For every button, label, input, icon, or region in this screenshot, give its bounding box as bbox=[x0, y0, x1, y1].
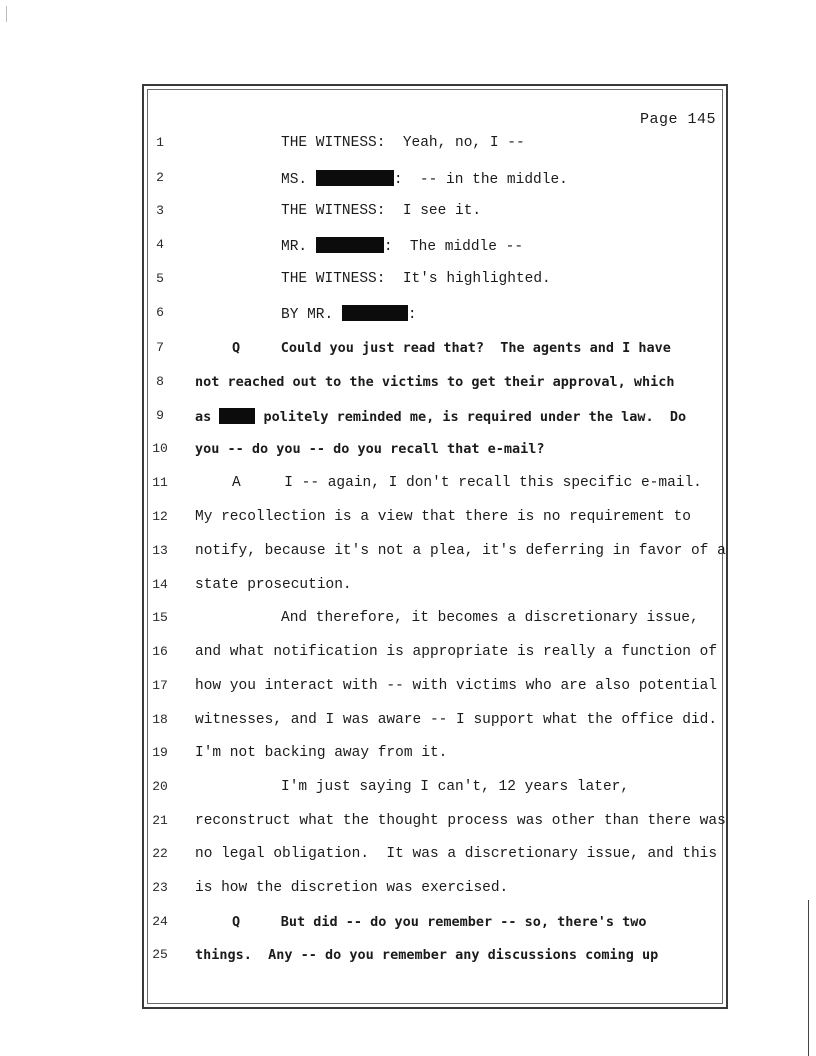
scan-edge bbox=[808, 900, 809, 1056]
text-segment: : bbox=[407, 307, 417, 323]
line-text bbox=[281, 135, 525, 151]
line-number: 2 bbox=[156, 170, 164, 185]
transcript-line bbox=[0, 846, 816, 866]
line-number: 17 bbox=[152, 678, 168, 693]
text-segment: is how the discretion was exercised. bbox=[195, 880, 509, 896]
line-number: 1 bbox=[156, 135, 164, 150]
line-text bbox=[195, 712, 717, 728]
transcript-line bbox=[0, 644, 816, 664]
line-text bbox=[281, 305, 417, 323]
text-segment: Q Could you just read that? The agents and I have bbox=[232, 340, 671, 356]
text-segment: THE WITNESS: It's highlighted. bbox=[281, 271, 551, 287]
page-number: Page 145 bbox=[639, 111, 716, 128]
text-segment: MS. bbox=[281, 172, 316, 188]
line-text bbox=[195, 644, 717, 660]
transcript-line bbox=[0, 237, 816, 257]
line-text bbox=[281, 610, 699, 626]
transcript-line bbox=[0, 947, 816, 967]
line-text bbox=[232, 914, 647, 930]
line-number: 8 bbox=[156, 374, 164, 389]
line-text bbox=[195, 813, 726, 829]
line-text bbox=[281, 271, 551, 287]
line-text bbox=[195, 678, 717, 694]
line-number: 16 bbox=[152, 644, 168, 659]
line-number: 14 bbox=[152, 577, 168, 592]
text-segment: notify, because it's not a plea, it's deferring in favor of a bbox=[195, 543, 726, 559]
line-text bbox=[195, 408, 686, 425]
transcript-line bbox=[0, 577, 816, 597]
transcript-line bbox=[0, 475, 816, 495]
transcript-line bbox=[0, 880, 816, 900]
text-segment: MR. bbox=[281, 239, 316, 255]
transcript-line bbox=[0, 914, 816, 934]
line-number: 21 bbox=[152, 813, 168, 828]
line-text bbox=[195, 880, 508, 896]
transcript-line bbox=[0, 271, 816, 291]
transcript-line bbox=[0, 543, 816, 563]
text-segment: witnesses, and I was aware -- I support what the office did. bbox=[195, 712, 718, 728]
line-text bbox=[195, 577, 352, 593]
text-segment: : The middle -- bbox=[383, 239, 524, 255]
text-segment: BY MR. bbox=[281, 307, 342, 323]
text-segment: politely reminded me, is required under the law. Do bbox=[255, 409, 687, 425]
line-number: 7 bbox=[156, 340, 164, 355]
line-number: 9 bbox=[156, 408, 164, 423]
line-text bbox=[195, 846, 717, 862]
transcript-line bbox=[0, 305, 816, 325]
line-text bbox=[281, 779, 629, 795]
line-number: 11 bbox=[152, 475, 168, 490]
line-number: 4 bbox=[156, 237, 164, 252]
text-segment: you -- do you -- do you recall that e-mail? bbox=[195, 441, 545, 457]
line-number: 13 bbox=[152, 543, 168, 558]
transcript-line bbox=[0, 509, 816, 529]
line-number: 25 bbox=[152, 947, 168, 962]
transcript-line bbox=[0, 712, 816, 732]
text-segment: My recollection is a view that there is no requirement to bbox=[195, 509, 691, 525]
text-segment: no legal obligation. It was a discretionary issue, and this bbox=[195, 846, 718, 862]
transcript-line bbox=[0, 745, 816, 765]
line-number: 12 bbox=[152, 509, 168, 524]
line-text bbox=[195, 543, 726, 559]
text-segment: how you interact with -- with victims who are also potential bbox=[195, 678, 718, 694]
text-segment: THE WITNESS: I see it. bbox=[281, 203, 482, 219]
text-segment: and what notification is appropriate is really a function of bbox=[195, 644, 718, 660]
line-text bbox=[195, 374, 675, 390]
line-text bbox=[232, 475, 702, 491]
line-number: 15 bbox=[152, 610, 168, 625]
text-segment: THE WITNESS: Yeah, no, I -- bbox=[281, 135, 525, 151]
text-segment: Q But did -- do you remember -- so, there's two bbox=[232, 914, 647, 930]
line-number: 10 bbox=[152, 441, 168, 456]
line-text bbox=[281, 237, 523, 255]
text-segment: I'm just saying I can't, 12 years later, bbox=[281, 779, 630, 795]
transcript-line bbox=[0, 610, 816, 630]
text-segment: And therefore, it becomes a discretionary issue, bbox=[281, 610, 699, 626]
redaction-box bbox=[342, 305, 408, 321]
line-number: 18 bbox=[152, 712, 168, 727]
scan-artifact bbox=[6, 6, 7, 22]
line-number: 20 bbox=[152, 779, 168, 794]
line-number: 22 bbox=[152, 846, 168, 861]
line-text bbox=[195, 745, 447, 761]
text-segment: as bbox=[195, 409, 220, 425]
redaction-box bbox=[316, 237, 384, 253]
text-segment: A I -- again, I don't recall this specific e-mail. bbox=[232, 475, 702, 491]
line-text bbox=[232, 340, 671, 356]
line-number: 19 bbox=[152, 745, 168, 760]
text-segment: : -- in the middle. bbox=[393, 172, 568, 188]
transcript-line bbox=[0, 135, 816, 155]
line-text bbox=[195, 947, 658, 963]
line-number: 23 bbox=[152, 880, 168, 895]
transcript-line bbox=[0, 374, 816, 394]
line-text bbox=[281, 170, 568, 188]
line-text bbox=[195, 441, 545, 457]
transcript-line bbox=[0, 340, 816, 360]
transcript-line bbox=[0, 170, 816, 190]
transcript-line bbox=[0, 813, 816, 833]
line-text bbox=[195, 509, 691, 525]
line-number: 3 bbox=[156, 203, 164, 218]
text-segment: state prosecution. bbox=[195, 577, 352, 593]
redaction-box bbox=[316, 170, 394, 186]
line-number: 6 bbox=[156, 305, 164, 320]
line-text bbox=[281, 203, 481, 219]
transcript-line bbox=[0, 678, 816, 698]
text-segment: things. Any -- do you remember any discussions coming up bbox=[195, 947, 659, 963]
text-segment: not reached out to the victims to get their approval, which bbox=[195, 374, 675, 390]
transcript-line bbox=[0, 779, 816, 799]
transcript-line bbox=[0, 441, 816, 461]
line-number: 5 bbox=[156, 271, 164, 286]
text-segment: I'm not backing away from it. bbox=[195, 745, 448, 761]
transcript-line bbox=[0, 408, 816, 428]
redaction-box bbox=[219, 408, 255, 424]
transcript-line bbox=[0, 203, 816, 223]
line-number: 24 bbox=[152, 914, 168, 929]
text-segment: reconstruct what the thought process was other than there was bbox=[195, 813, 726, 829]
